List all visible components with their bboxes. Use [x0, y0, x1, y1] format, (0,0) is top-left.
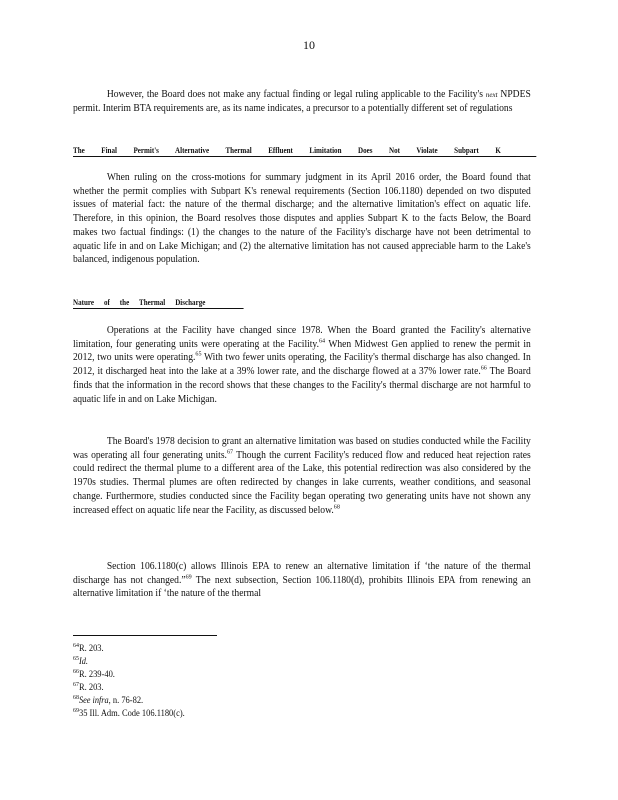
footnote-ref: 64 — [319, 337, 326, 345]
footnote-text: R. 203. — [78, 643, 104, 653]
footnote-64 — [73, 642, 185, 655]
paragraph-text: The Board finds that the information in the record shows that these changes to the Facility's thermal discharge are not harmful to aquatic life in and on Lake Michigan. — [73, 366, 531, 405]
footnote-number: 65 — [73, 654, 79, 662]
paragraph-section-106 — [73, 560, 531, 601]
page-number: 10 — [303, 38, 315, 52]
footnote-ref: 67 — [226, 448, 234, 456]
footnote-number: 66 — [73, 667, 79, 675]
footnote-65 — [73, 655, 185, 668]
footnote-ref: 69 — [185, 573, 192, 581]
footnote-ref: 65 — [195, 351, 202, 359]
paragraph-text: The next subsection, Section 106.1180(d), prohibits Illinois EPA from renewing an alternative limitation if ‘the nature of the thermal — [73, 574, 531, 600]
paragraph-text: When Midwest Gen applied to renew the permit in 2012, two units were operating. — [73, 338, 531, 364]
footnote-number: 68 — [73, 693, 79, 701]
footnote-67 — [73, 681, 185, 694]
paragraph-ruling: When ruling on the cross-motions for summary judgment in its April 2016 order, the Board found that whether the permit complies with Subpart K's renewal requirements (Section 106.1180) depended on two disputed issues of material fact: the nature of the thermal discharge; and the alternative limitation's effect on aquatic life. Therefore, in this opinion, the Board resolves those disputes and applies Subpart K to the facts Below, the Board makes two factual findings: (1) the changes to the nature of the Facility's discharge have not been detrimental to aquatic life in and on Lake Michigan; and (2) the alternative limitation has not caused appreciable harm to the Lake's balanced, indigenous population. — [73, 172, 531, 266]
footnote-number: 67 — [73, 680, 79, 688]
paragraph-1978-decision — [73, 435, 531, 517]
paragraph-text: However, the Board does not make any factual finding or legal ruling applicable to the Facility's — [106, 89, 483, 100]
footnote-text: 35 Ill. Adm. Code 106.1180(c). — [78, 708, 185, 718]
paragraph-text: Operations at the Facility have changed since 1978. When the Board granted the Facility's alternative limitation, four generating units were operating at the Facility. — [73, 325, 531, 350]
footnote-number: 69 — [73, 706, 79, 714]
footnote-ref: 68 — [333, 503, 340, 511]
footnote-66 — [73, 668, 185, 681]
footnote-number: 64 — [73, 641, 79, 649]
section-heading-nature-discharge: Nature of the Thermal Discharge — [73, 297, 244, 309]
footnote-text: Id. — [78, 656, 88, 666]
paragraph-text: Though the current Facility's reduced flow and reduced heat rejection rates could redirect the thermal plume to a different area of the Lake, this potential redirection was also considered by the 1970s studies. Thermal plumes are often redirected by changes in lake currents, weather conditions, and seasonal change. Furthermore, studies conducted since the Facility began operating two generating units have not shown any increased effect on aquatic life near the Facility, as discussed below. — [73, 449, 531, 516]
italic-next: next — [485, 90, 498, 99]
footnote-68 — [73, 694, 185, 707]
paragraph-text: With two fewer units operating, the Facility's thermal discharge has also changed. In 2012, it discharged heat into the lake at a 39% lower rate, and the discharge flowed at a 37% lower rate. — [73, 352, 531, 378]
footnote-italic: See infra — [78, 695, 109, 705]
paragraph-interim-bta — [73, 88, 531, 115]
paragraph-text: The Board's 1978 decision to grant an alternative limitation was based on studies conducted while the Facility was operating all four generating units. — [73, 436, 531, 461]
paragraph-text: NPDES permit. Interim BTA requirements are, as its name indicates, a precursor to a potentially different set of regulations — [73, 89, 531, 114]
footnote-divider — [73, 635, 217, 636]
footnote-text: R. 203. — [78, 682, 104, 692]
paragraph-text: Section 106.1180(c) allows Illinois EPA to renew an alternative limitation if ‘the nature of the thermal discharge has not changed.” — [73, 561, 531, 586]
paragraph-operations — [73, 324, 531, 406]
footnote-69 — [73, 707, 185, 720]
footnotes — [73, 642, 185, 720]
footnote-text: , n. 76-82. — [108, 695, 144, 705]
footnote-ref: 66 — [480, 364, 487, 372]
section-heading-final-permit: The Final Permit's Alternative Thermal Effluent Limitation Does Not Violate Subpart K — [73, 145, 536, 157]
footnote-text: R. 239-40. — [78, 669, 115, 679]
